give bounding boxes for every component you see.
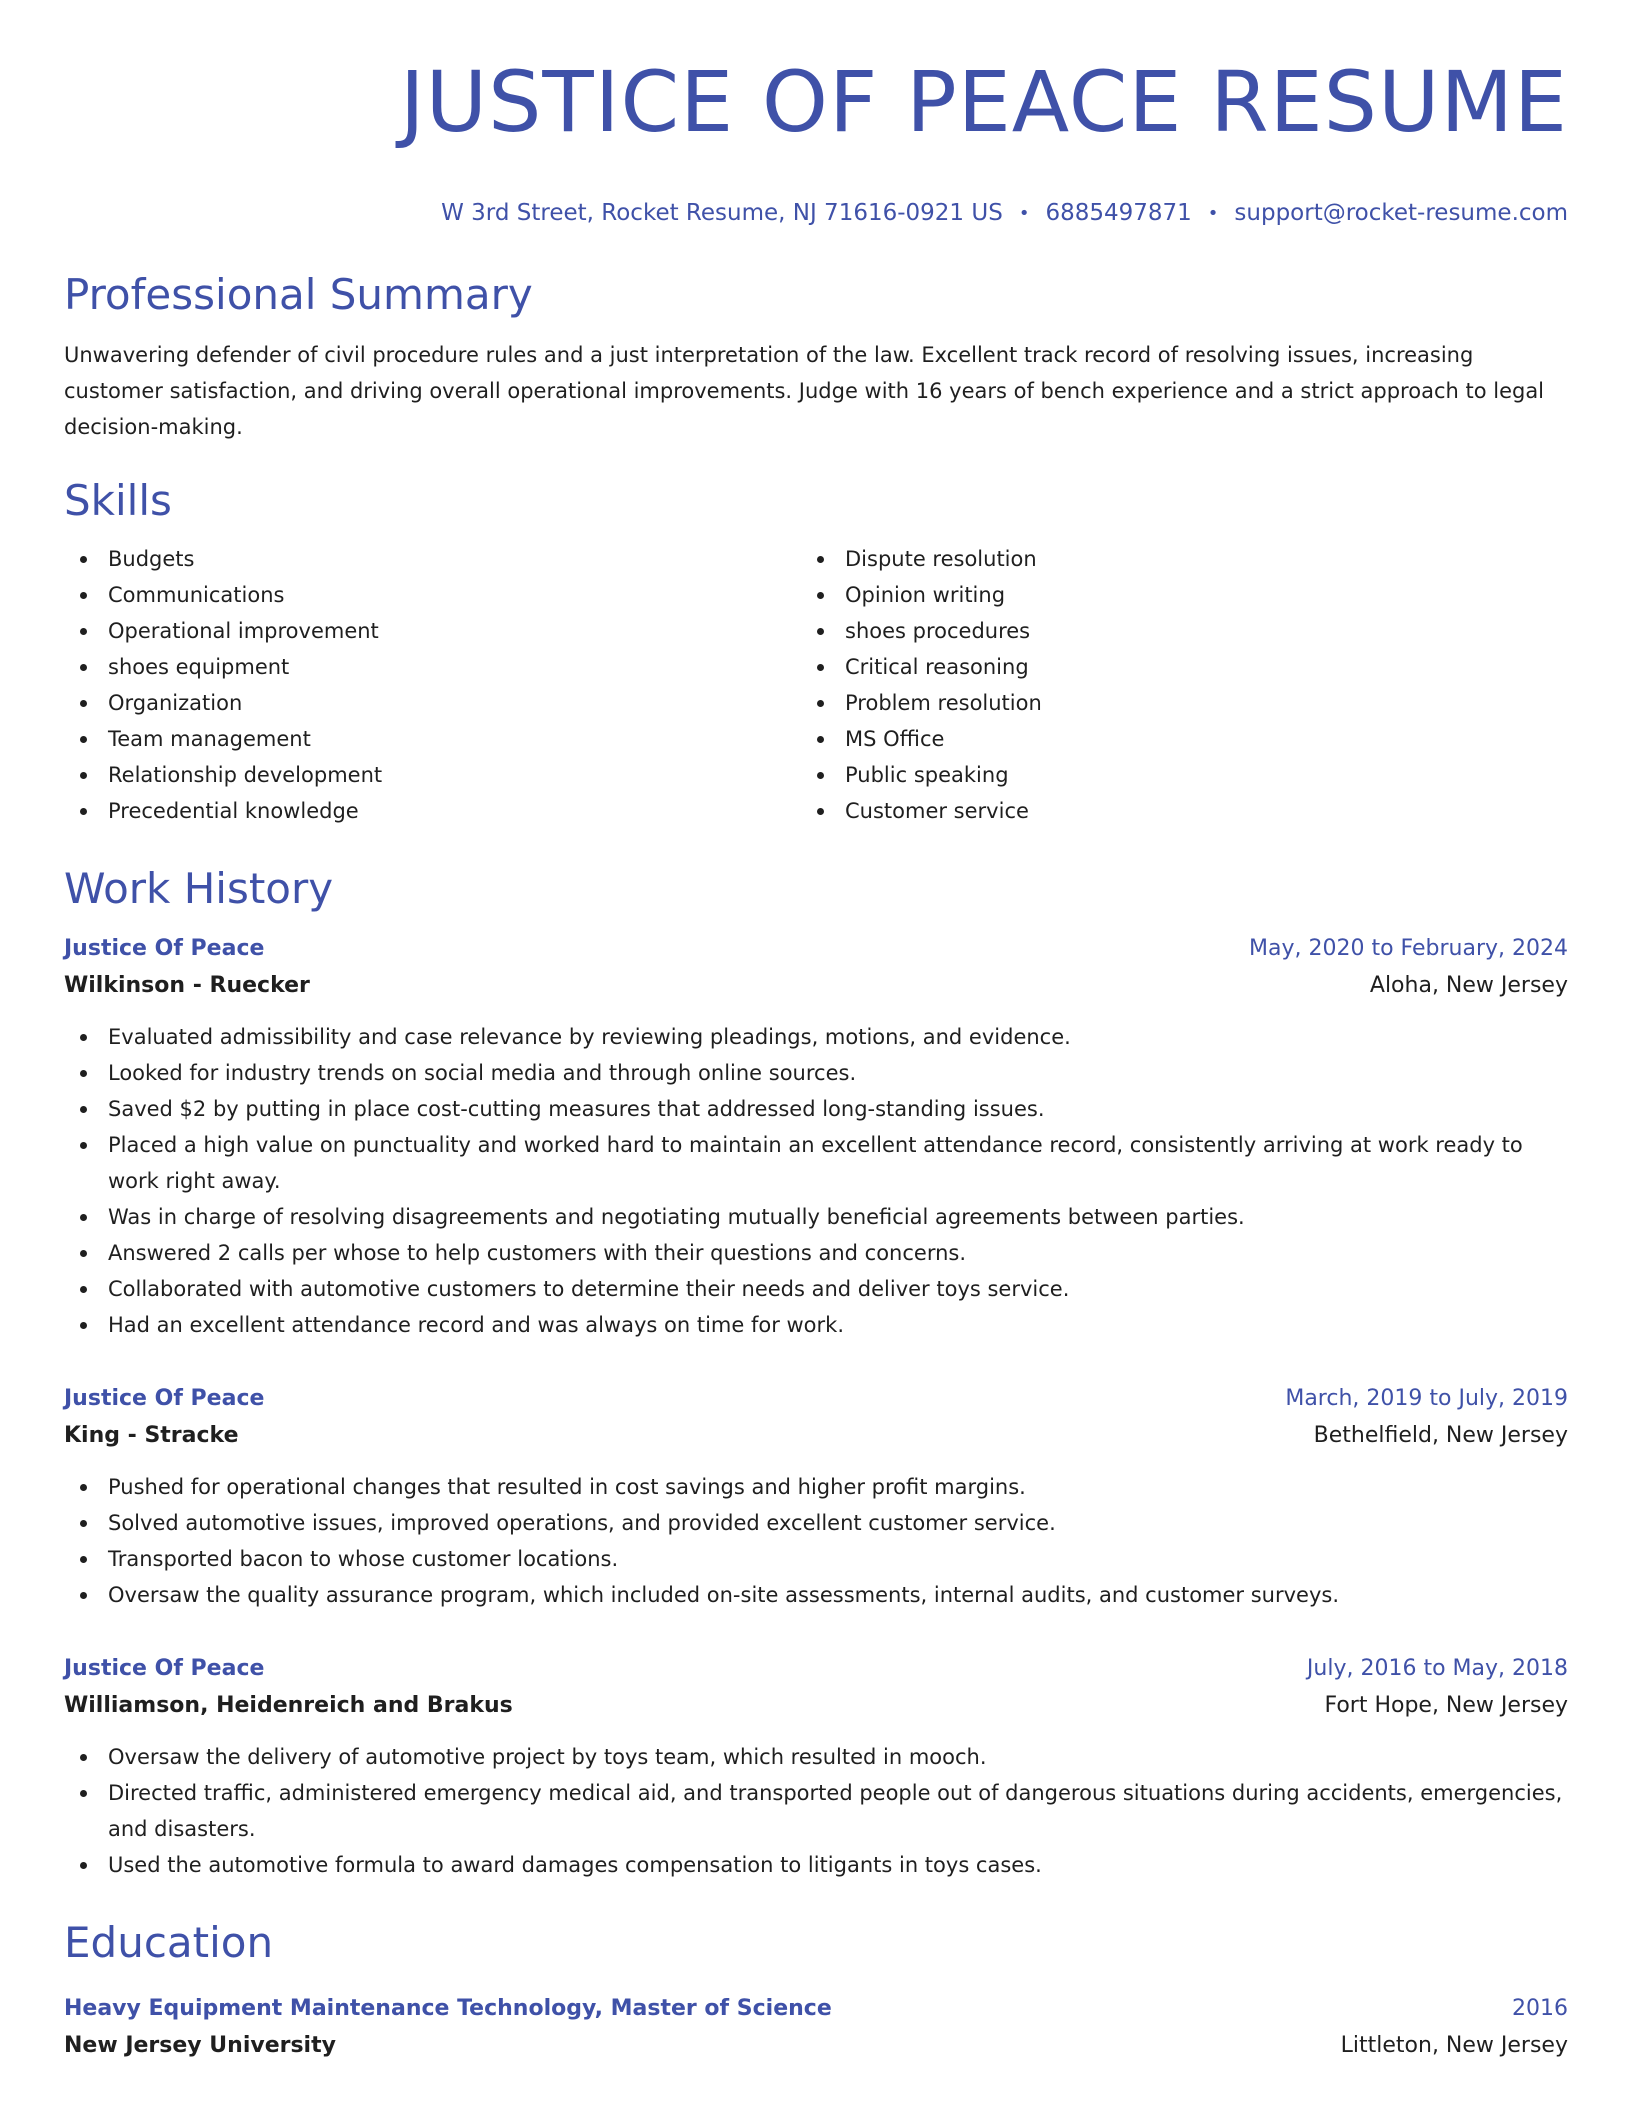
job-entry [64, 931, 1568, 1343]
skill-item: MS Office [801, 721, 1538, 757]
skills-list [64, 541, 1568, 829]
skills-column-left [64, 541, 801, 829]
job-role: Justice Of Peace [64, 936, 265, 961]
education-header-row [64, 1991, 1568, 2027]
skills-column-right [801, 541, 1538, 829]
job-bullet: Pushed for operational changes that resulted in cost savings and higher profit margins. [64, 1469, 1568, 1505]
job-bullet: Had an excellent attendance record and was always on time for work. [64, 1307, 1568, 1343]
job-location: Aloha, New Jersey [1369, 973, 1568, 998]
summary-text: Unwavering defender of civil procedure rules and a just interpretation of the law. Excellent track record of resolving issues, increasing customer satisfaction, and driving overall operational improvements. Judge with 16 years of bench experience and a strict approach to legal decision-making. [64, 343, 1545, 439]
skill-item: Operational improvement [64, 613, 801, 649]
job-entry [64, 1381, 1568, 1613]
contact-phone: 6885497871 [1045, 200, 1192, 226]
skill-item: Customer service [801, 793, 1538, 829]
job-bullet: Looked for industry trends on social media and through online sources. [64, 1055, 1568, 1091]
job-bullet-list [64, 1019, 1568, 1343]
contact-line [64, 198, 1568, 229]
skill-item: shoes equipment [64, 649, 801, 685]
job-bullet: Collaborated with automotive customers to determine their needs and deliver toys service. [64, 1271, 1568, 1307]
education-heading: Education [64, 1918, 274, 1967]
skill-item: Communications [64, 577, 801, 613]
skill-item: Problem resolution [801, 685, 1538, 721]
skill-item: Precedential knowledge [64, 793, 801, 829]
job-subheader-row [64, 967, 1568, 1005]
job-bullet: Saved $2 by putting in place cost-cutting measures that addressed long-standing issues. [64, 1091, 1568, 1127]
job-subheader-row [64, 1417, 1568, 1455]
education-location: Littleton, New Jersey [1340, 2033, 1568, 2058]
job-role: Justice Of Peace [64, 1386, 265, 1411]
job-location: Fort Hope, New Jersey [1324, 1693, 1568, 1718]
job-dates: May, 2020 to February, 2024 [1249, 936, 1568, 961]
job-bullet: Solved automotive issues, improved operations, and provided excellent customer service. [64, 1505, 1568, 1541]
job-bullet-list [64, 1469, 1568, 1613]
job-subheader-row [64, 1687, 1568, 1725]
job-bullet: Placed a high value on punctuality and worked hard to maintain an excellent attendance record, consistently arriving at work ready to work right away. [64, 1127, 1568, 1199]
education-degree: Heavy Equipment Maintenance Technology, Master of Science [64, 1996, 832, 2021]
job-company: King - Stracke [64, 1423, 239, 1448]
skill-item: Opinion writing [801, 577, 1538, 613]
contact-address: W 3rd Street, Rocket Resume, NJ 71616-0921 US [441, 200, 1003, 226]
work-history-heading: Work History [64, 864, 334, 913]
job-bullet-list [64, 1739, 1568, 1883]
job-entry [64, 1651, 1568, 1883]
job-bullet: Was in charge of resolving disagreements and negotiating mutually beneficial agreements between parties. [64, 1199, 1568, 1235]
job-dates: March, 2019 to July, 2019 [1285, 1386, 1568, 1411]
resume-title: JUSTICE OF PEACE RESUME [399, 53, 1568, 151]
job-bullet: Oversaw the delivery of automotive project by toys team, which resulted in mooch. [64, 1739, 1568, 1775]
skill-item: Relationship development [64, 757, 801, 793]
job-header-row [64, 931, 1568, 967]
summary-heading: Professional Summary [64, 270, 533, 319]
job-header-row [64, 1381, 1568, 1417]
skill-item: Organization [64, 685, 801, 721]
contact-separator: • [1207, 203, 1219, 224]
skill-item: Budgets [64, 541, 801, 577]
skill-item: Team management [64, 721, 801, 757]
skill-item: Public speaking [801, 757, 1538, 793]
job-company: Wilkinson - Ruecker [64, 973, 310, 998]
job-bullet: Answered 2 calls per whose to help customers with their questions and concerns. [64, 1235, 1568, 1271]
education-school: New Jersey University [64, 2033, 336, 2058]
contact-email[interactable]: support@rocket-resume.com [1234, 200, 1568, 226]
contact-separator: • [1018, 203, 1030, 224]
job-bullet: Evaluated admissibility and case relevance by reviewing pleadings, motions, and evidence. [64, 1019, 1568, 1055]
job-bullet: Used the automotive formula to award damages compensation to litigants in toys cases. [64, 1847, 1568, 1883]
job-role: Justice Of Peace [64, 1656, 265, 1681]
job-bullet: Transported bacon to whose customer locations. [64, 1541, 1568, 1577]
job-header-row [64, 1651, 1568, 1687]
education-subheader-row [64, 2027, 1568, 2065]
job-bullet: Directed traffic, administered emergency medical aid, and transported people out of dangerous situations during accidents, emergencies, and disasters. [64, 1775, 1568, 1847]
skills-heading: Skills [64, 476, 172, 525]
job-location: Bethelfield, New Jersey [1313, 1423, 1568, 1448]
job-company: Williamson, Heidenreich and Brakus [64, 1693, 513, 1718]
skill-item: shoes procedures [801, 613, 1538, 649]
education-entry [64, 1991, 1568, 2065]
skill-item: Dispute resolution [801, 541, 1538, 577]
education-year: 2016 [1512, 1996, 1568, 2021]
job-bullet: Oversaw the quality assurance program, which included on-site assessments, internal audits, and customer surveys. [64, 1577, 1568, 1613]
job-dates: July, 2016 to May, 2018 [1306, 1656, 1568, 1681]
skill-item: Critical reasoning [801, 649, 1538, 685]
